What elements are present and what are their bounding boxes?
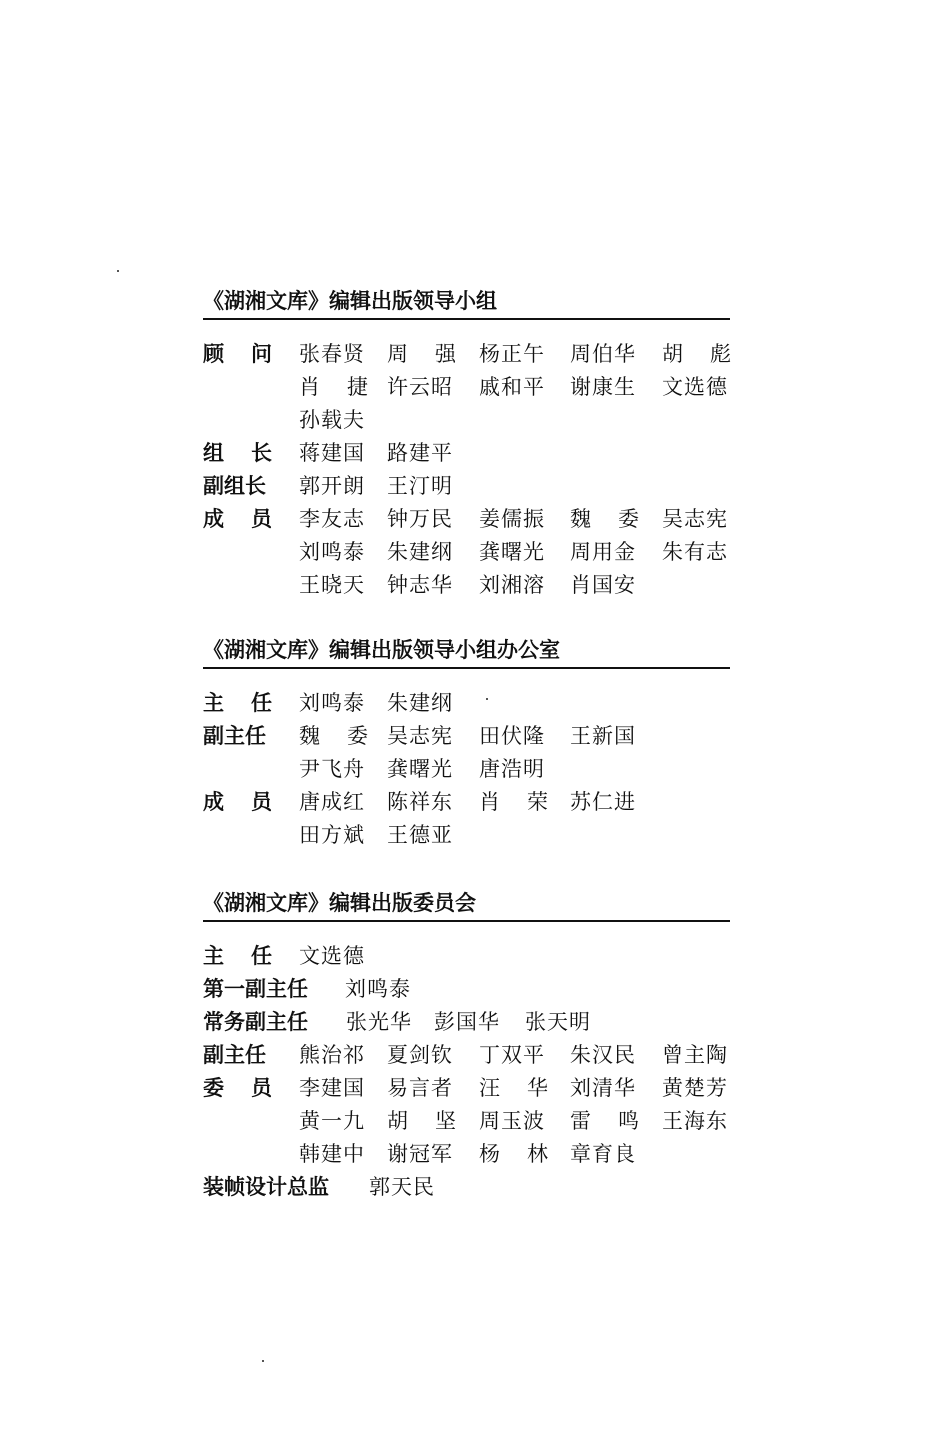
person-name: 苏仁进: [570, 790, 636, 814]
person-name: 郭开朗: [299, 474, 365, 498]
section-title: 《湖湘文库》编辑出版委员会: [203, 891, 476, 915]
title-rule: [203, 318, 730, 320]
person-name: 刘清华: [570, 1076, 636, 1100]
person-name: 谢康生: [570, 375, 636, 399]
person-name: 易言者: [387, 1076, 453, 1100]
person-name: 黄一九: [299, 1109, 365, 1133]
person-name: 王海东: [662, 1109, 728, 1133]
members-row: [203, 786, 730, 819]
person-name: 许云昭: [387, 375, 453, 399]
person-name: 钟万民: [387, 507, 453, 531]
person-name: 肖捷: [299, 375, 395, 399]
role-label: 组长: [203, 441, 299, 465]
advisors-row: [203, 338, 758, 371]
members-row: [203, 1138, 730, 1171]
person-name: 龚曙光: [479, 540, 545, 564]
person-name: 蒋建国: [299, 441, 365, 465]
person-name: 雷鸣: [570, 1109, 666, 1133]
person-name: 刘鸣泰: [345, 977, 411, 1001]
person-name: 姜儒振: [479, 507, 545, 531]
person-name: 杨正午: [479, 342, 545, 366]
person-name: 尹飞舟: [299, 757, 365, 781]
design-director-row: [203, 1171, 730, 1204]
person-name: 文选德: [299, 944, 365, 968]
role-label: 成员: [203, 790, 299, 814]
person-name: 王新国: [570, 724, 636, 748]
person-name: 曾主陶: [662, 1043, 728, 1067]
advisors-row: [203, 371, 730, 404]
person-name: 朱有志: [662, 540, 728, 564]
person-name: 王晓天: [299, 573, 365, 597]
person-name: 田伏隆: [479, 724, 545, 748]
person-name: 李友志: [299, 507, 365, 531]
person-name: 肖荣: [479, 790, 575, 814]
person-name: 夏剑钦: [387, 1043, 453, 1067]
person-name: 魏委: [570, 507, 666, 531]
person-name: 路建平: [387, 441, 453, 465]
deputy-row: [203, 753, 730, 786]
members-row: [203, 503, 730, 536]
person-name: 孙载夫: [299, 408, 365, 432]
speck: [117, 270, 119, 272]
role-label: 副组长: [203, 474, 266, 498]
members-row: [203, 569, 730, 602]
person-name: 张光华: [346, 1010, 412, 1034]
person-name: 王汀明: [387, 474, 453, 498]
role-label: 常务副主任: [203, 1010, 308, 1034]
members-row: [203, 1105, 730, 1138]
person-name: 唐浩明: [479, 757, 545, 781]
person-name: 朱建纲: [387, 691, 453, 715]
person-name: 张春贤: [299, 342, 365, 366]
person-name: 丁双平: [479, 1043, 545, 1067]
person-name: 韩建中: [299, 1142, 365, 1166]
leader-row: [203, 437, 730, 470]
role-label: 主任: [203, 691, 299, 715]
role-label: 副主任: [203, 1043, 266, 1067]
person-name: 王德亚: [387, 823, 453, 847]
person-name: 吴志宪: [387, 724, 453, 748]
person-name: 胡坚: [387, 1109, 483, 1133]
role-label: 装帧设计总监: [203, 1175, 329, 1199]
person-name: 朱汉民: [570, 1043, 636, 1067]
person-name: 周玉波: [479, 1109, 545, 1133]
person-name: 刘鸣泰: [299, 691, 365, 715]
title-rule: [203, 667, 730, 669]
members-row: [203, 536, 730, 569]
role-label: 成员: [203, 507, 299, 531]
person-name: 文选德: [662, 375, 728, 399]
person-name: 戚和平: [479, 375, 545, 399]
person-name: 胡彪: [662, 342, 758, 366]
person-name: 谢冠军: [387, 1142, 453, 1166]
person-name: 章育良: [570, 1142, 636, 1166]
role-label: 副主任: [203, 724, 266, 748]
role-label: 第一副主任: [203, 977, 308, 1001]
director-row: [203, 687, 730, 720]
person-name: 田方斌: [299, 823, 365, 847]
deputy-row: [203, 1039, 730, 1072]
deputy-row: [203, 470, 730, 503]
person-name: 龚曙光: [387, 757, 453, 781]
person-name: 黄楚芳: [662, 1076, 728, 1100]
person-name: 周强: [387, 342, 483, 366]
speck: [262, 1360, 264, 1362]
executive-deputy-row: [203, 1006, 730, 1039]
person-name: 郭天民: [369, 1175, 435, 1199]
person-name: 吴志宪: [662, 507, 728, 531]
advisors-row: [203, 404, 730, 437]
person-name: 彭国华: [434, 1010, 500, 1034]
person-name: 魏委: [299, 724, 395, 748]
person-name: 肖国安: [570, 573, 636, 597]
leadership-group-section: [203, 286, 758, 602]
person-name: 周用金: [570, 540, 636, 564]
role-label: 顾问: [203, 342, 299, 366]
person-name: 熊治祁: [299, 1043, 365, 1067]
person-name: 周伯华: [570, 342, 636, 366]
section-title: 《湖湘文库》编辑出版领导小组: [203, 289, 497, 313]
person-name: 钟志华: [387, 573, 453, 597]
office-section: [203, 635, 730, 852]
person-name: 唐成红: [299, 790, 365, 814]
role-label: 主任: [203, 944, 299, 968]
person-name: 张天明: [525, 1010, 591, 1034]
person-name: 陈祥东: [387, 790, 453, 814]
role-label: 委员: [203, 1076, 299, 1100]
committee-section: [203, 888, 730, 1204]
person-name: 李建国: [299, 1076, 365, 1100]
section-title: 《湖湘文库》编辑出版领导小组办公室: [203, 638, 560, 662]
person-name: 汪华: [479, 1076, 575, 1100]
title-rule: [203, 920, 730, 922]
person-name: 刘鸣泰: [299, 540, 365, 564]
first-deputy-row: [203, 973, 730, 1006]
person-name: 刘湘溶: [479, 573, 545, 597]
deputy-row: [203, 720, 730, 753]
director-row: [203, 940, 730, 973]
members-row: [203, 819, 730, 852]
person-name: 朱建纲: [387, 540, 453, 564]
person-name: 杨林: [479, 1142, 575, 1166]
members-row: [203, 1072, 730, 1105]
